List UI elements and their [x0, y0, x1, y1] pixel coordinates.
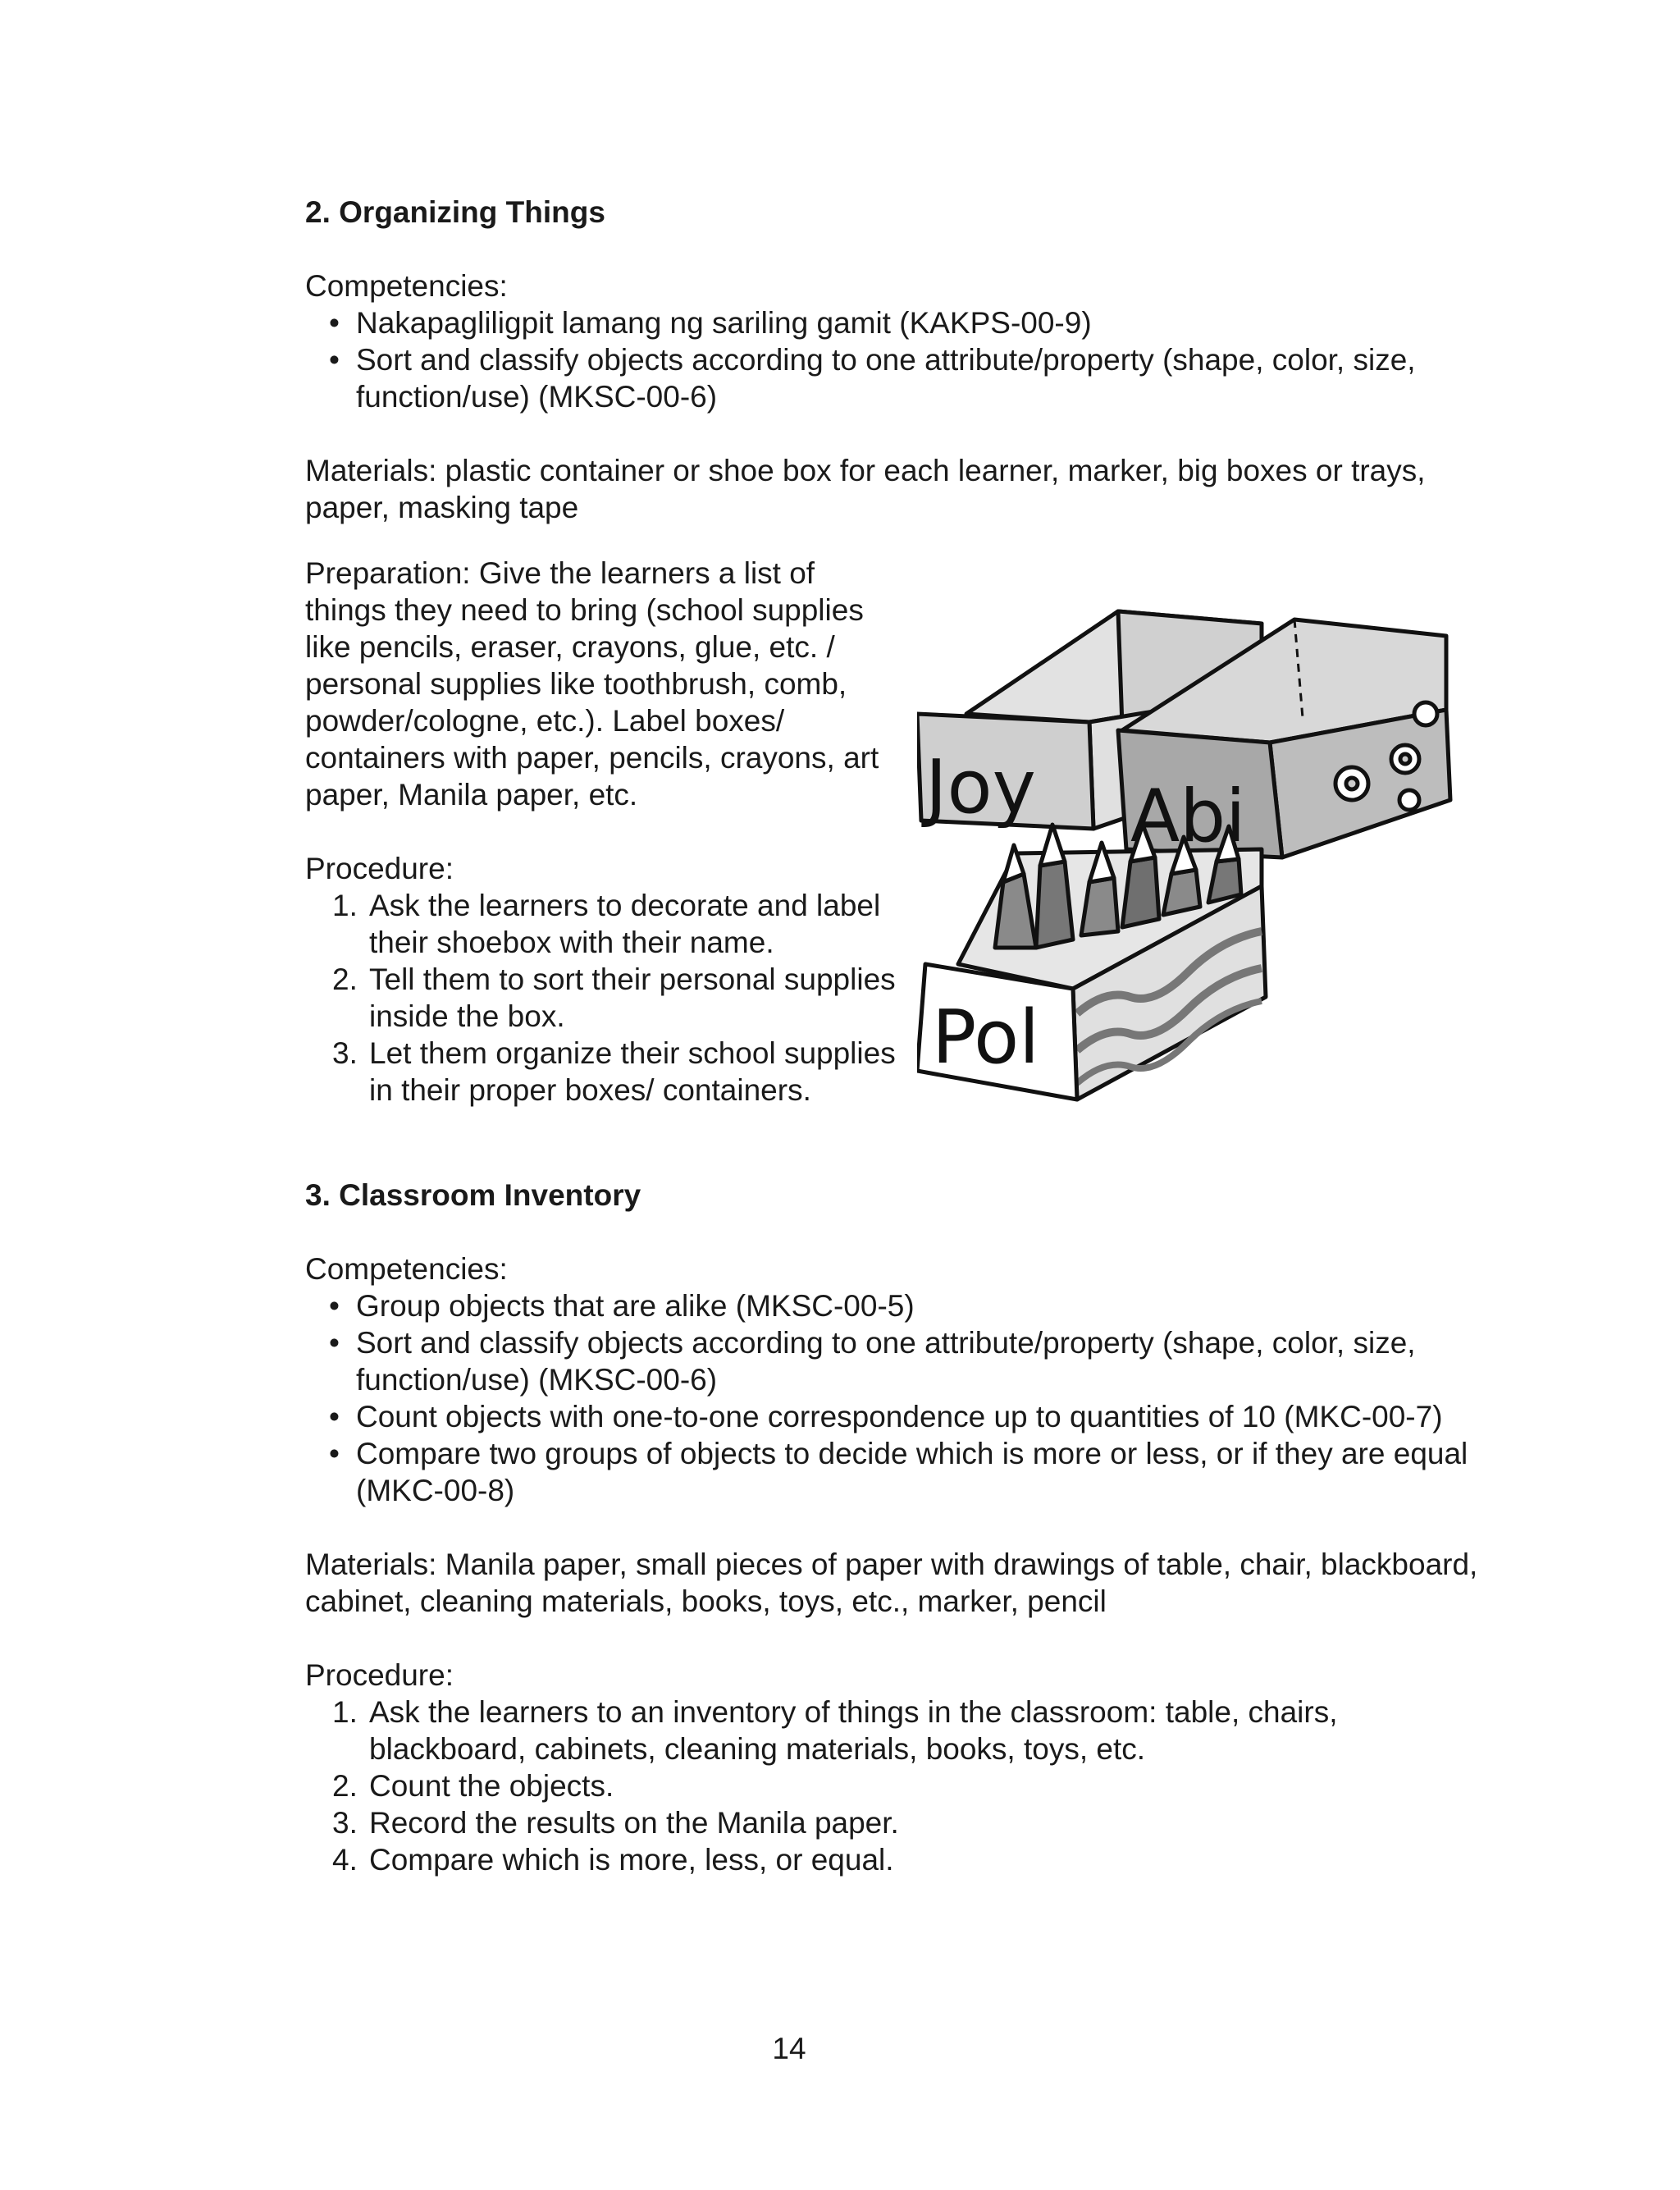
section-2-title: 2. Organizing Things: [305, 195, 605, 229]
step-number: 2.: [332, 1769, 358, 1803]
step-number: 1.: [332, 1695, 358, 1729]
competency-item: • Sort and classify objects according to one attribute/property (shape, color, size, function/use) (MKSC-00-6): [356, 341, 1486, 415]
step-text: Let them organize their school supplies in their proper boxes/ containers.: [369, 1036, 896, 1107]
step-number: 3.: [332, 1806, 358, 1840]
section-3-title: 3. Classroom Inventory: [305, 1178, 641, 1212]
section-2-left-column: [305, 555, 896, 1109]
abi-label: Abi: [1130, 774, 1246, 858]
procedure-step: [332, 1035, 896, 1109]
step-text: Record the results on the Manila paper.: [369, 1806, 899, 1840]
section-3-procedure-label: Procedure:: [305, 1658, 454, 1692]
procedure-step: [332, 1694, 1486, 1767]
joy-label: Joy: [925, 744, 1036, 830]
shoebox-illustration: [917, 603, 1467, 1116]
step-number: 1.: [332, 889, 358, 922]
procedure-step: [332, 887, 896, 961]
competency-item: • Sort and classify objects according to one attribute/property (shape, color, size, function/use) (MKSC-00-6): [356, 1324, 1486, 1398]
section-2-competencies-label: Competencies:: [305, 269, 508, 303]
section-2-preparation: Preparation: Give the learners a list of things they need to bring (school supplies like pencils, eraser, crayons, glue, etc. / personal supplies like toothbrush, comb, powder/cologne, etc.). Label boxes/ containers with paper, pencils, crayons, art paper, Manila paper, etc.: [305, 556, 879, 812]
section-3-competencies-list: [305, 1287, 1486, 1509]
page-number: 14: [772, 2032, 806, 2065]
section-3-competencies-label: Competencies:: [305, 1252, 508, 1286]
step-text: Count the objects.: [369, 1769, 614, 1803]
step-text: Ask the learners to decorate and label their shoebox with their name.: [369, 889, 881, 959]
procedure-step: [332, 1841, 1486, 1878]
step-number: 2.: [332, 962, 358, 996]
section-2-procedure-label: Procedure:: [305, 852, 454, 885]
section-3-procedure-list: [305, 1694, 1486, 1878]
competency-item: • Count objects with one-to-one correspondence up to quantities of 10 (MKC-00-7): [356, 1398, 1486, 1435]
step-text: Ask the learners to an inventory of things in the classroom: table, chairs, blackboard, cabinets, cleaning materials, books, toys, etc.: [369, 1695, 1338, 1766]
step-text: Tell them to sort their personal supplies inside the box.: [369, 962, 896, 1033]
competency-item: • Nakapagliligpit lamang ng sariling gamit (KAKPS-00-9): [356, 304, 1486, 341]
step-number: 4.: [332, 1843, 358, 1877]
section-2-competencies-list: [305, 304, 1486, 415]
section-3-materials: Materials: Manila paper, small pieces of paper with drawings of table, chair, blackboard, cabinet, cleaning materials, books, toys, etc., marker, pencil: [305, 1548, 1478, 1618]
pol-label: Pol: [932, 994, 1040, 1081]
section-2-materials: Materials: plastic container or shoe box for each learner, marker, big boxes or trays, paper, masking tape: [305, 454, 1426, 524]
step-text: Compare which is more, less, or equal.: [369, 1843, 894, 1877]
step-number: 3.: [332, 1036, 358, 1070]
competency-item: • Compare two groups of objects to decide which is more or less, or if they are equal (MKC-00-8): [356, 1435, 1486, 1509]
procedure-step: [332, 961, 896, 1035]
procedure-step: [332, 1767, 1486, 1804]
section-2-procedure-list: [305, 887, 896, 1109]
procedure-step: [332, 1804, 1486, 1841]
competency-item: • Group objects that are alike (MKSC-00-5): [356, 1287, 1486, 1324]
